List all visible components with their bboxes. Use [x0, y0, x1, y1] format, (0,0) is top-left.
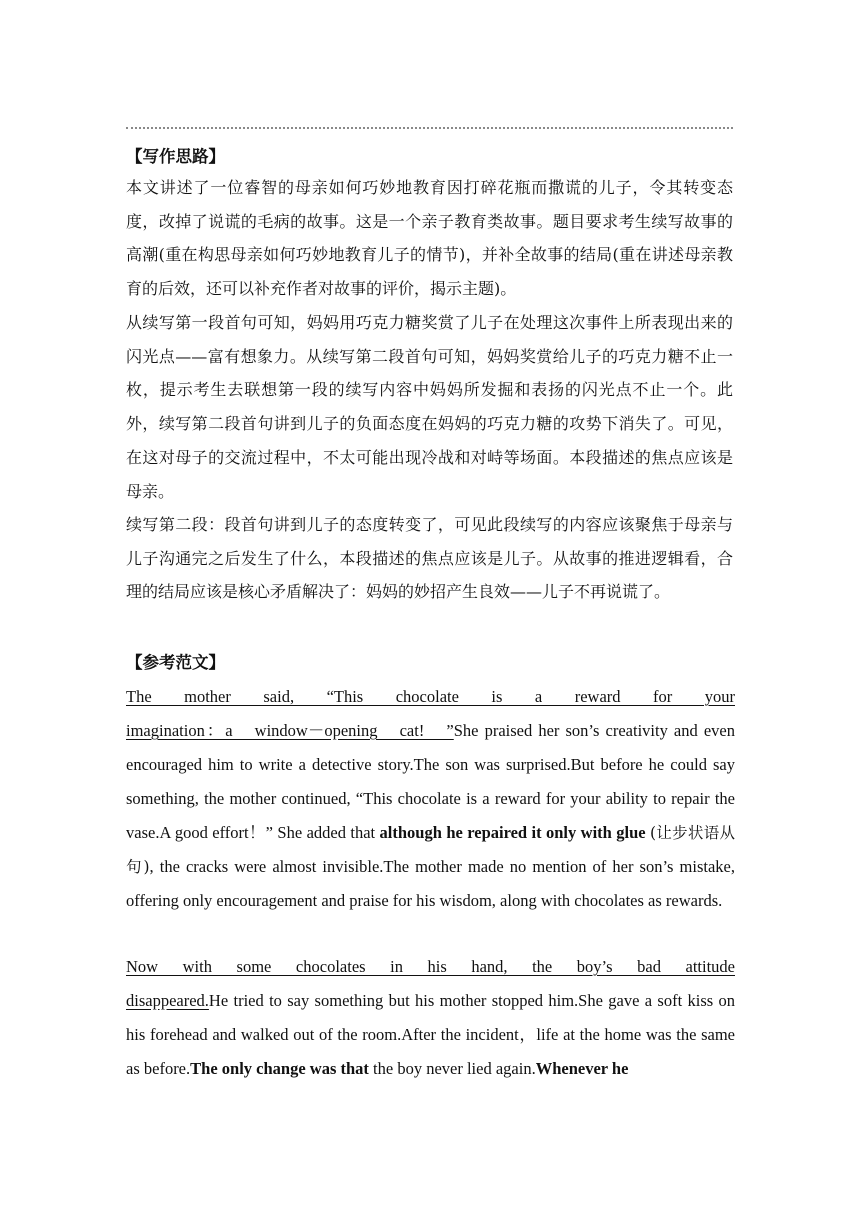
sample-essay-paragraph-2 — [126, 950, 735, 1086]
underlined-opening-sentence: The mother said, “This chocolate is a reward for your imagination：a window－opening cat! ” — [126, 687, 735, 740]
essay-text: , the cracks were almost invisible.The mother made no mention of her son’s mistake, offering only encouragement and praise for his wisdom, along with chocolates as rewards. — [126, 857, 735, 910]
bold-phrase: Whenever he — [535, 1059, 629, 1078]
writing-ideas-paragraph-1: 本文讲述了一位睿智的母亲如何巧妙地教育因打碎花瓶而撒谎的儿子，令其转变态度，改掉了说谎的毛病的故事。这是一个亲子教育类故事。题目要求考生续写故事的高潮(重在构思母亲如何巧妙地教育儿子的情节)，并补全故事的结局(重在讲述母亲教育的后效，还可以补充作者对故事的评价，揭示主题)。 — [126, 178, 733, 299]
sample-essay-paragraph-1 — [126, 680, 735, 952]
dotted-divider — [126, 127, 733, 129]
essay-text: the boy never lied again. — [368, 1059, 536, 1078]
heading-writing-ideas: 【写作思路】 — [126, 147, 225, 166]
bold-phrase: The only change was that — [190, 1059, 369, 1078]
essay-text: He tried to say something but his mother stopped him.She gave a soft kiss on his forehead and walked out of the room.After the incident，life at the home was the same as before. — [126, 991, 735, 1078]
grammar-note: (让步状语从句) — [126, 824, 736, 876]
writing-ideas-paragraph-2: 从续写第一段首句可知，妈妈用巧克力糖奖赏了儿子在处理这次事件上所表现出来的闪光点——富有想象力。从续写第二段首句可知，妈妈奖赏给儿子的巧克力糖不止一枚，提示考生去联想第一段的续写内容中妈妈所发掘和表扬的闪光点不止一个。此外，续写第二段首句讲到儿子的负面态度在妈妈的巧克力糖的攻势下消失了。可见，在这对母子的交流过程中，不太可能出现冷战和对峙等场面。本段描述的焦点应该是母亲。 — [126, 313, 733, 501]
essay-text: She praised her son’s creativity and even encouraged him to write a detective story.The son was surprised.But before he could say something, the mother continued, “This chocolate is a reward for your ability to repair the vase.A good effort！” She added that — [126, 721, 735, 842]
writing-ideas-paragraph-3: 续写第二段：段首句讲到儿子的态度转变了，可见此段续写的内容应该聚焦于母亲与儿子沟通完之后发生了什么，本段描述的焦点应该是儿子。从故事的推进逻辑看，合理的结局应该是核心矛盾解决了：妈妈的妙招产生良效——儿子不再说谎了。 — [126, 515, 733, 602]
bold-phrase: although he repaired it only with glue — [379, 823, 646, 842]
heading-sample-essay: 【参考范文】 — [126, 653, 225, 672]
underlined-opening-sentence: Now with some chocolates in his hand, the boy’s bad attitude disappeared. — [126, 957, 735, 1010]
